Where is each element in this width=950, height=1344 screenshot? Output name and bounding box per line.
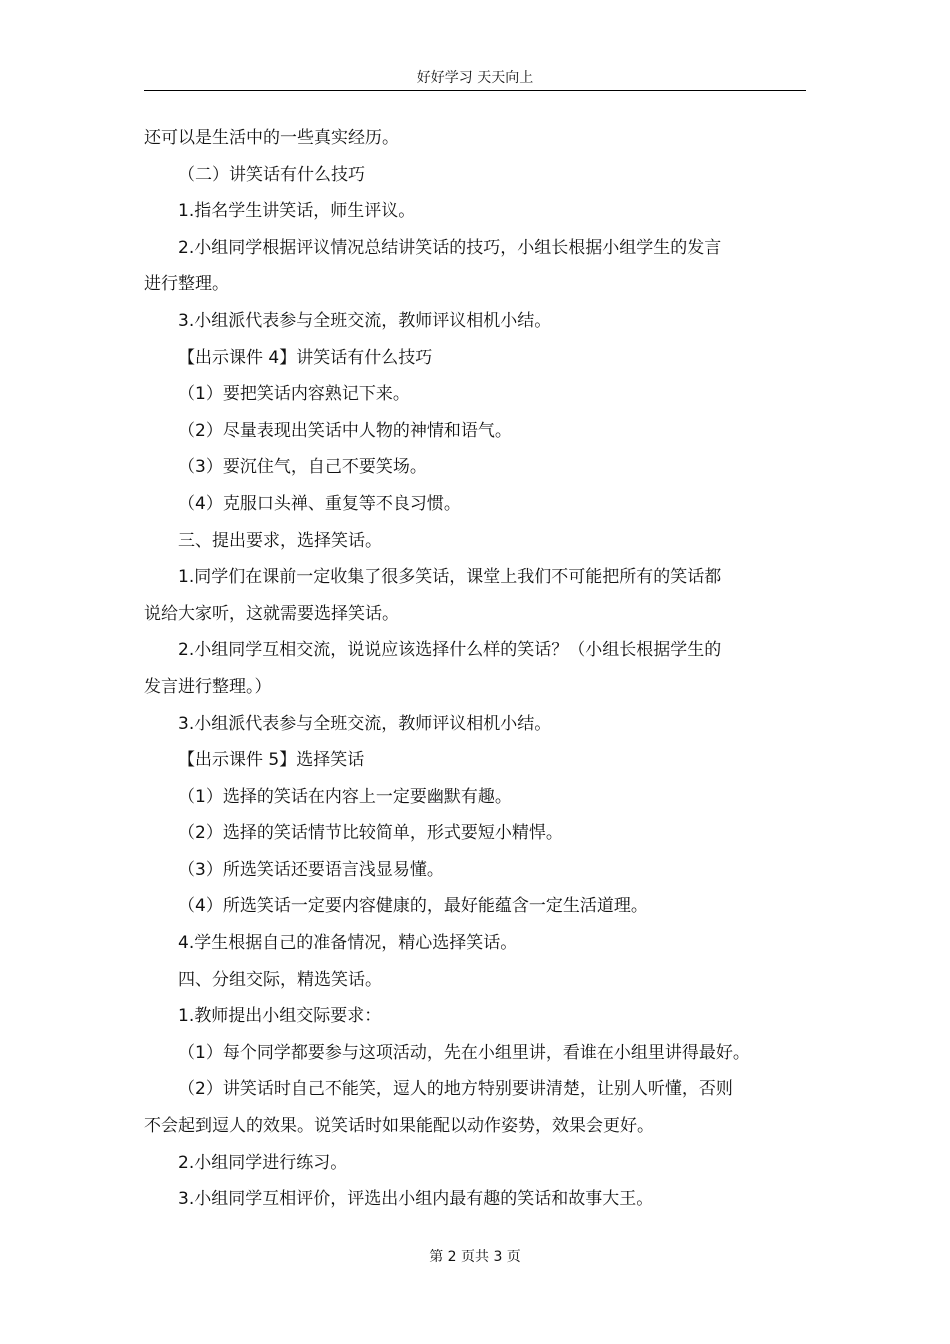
page-number: 第 2 页共 3 页 (429, 1249, 521, 1265)
paragraph: 3.小组派代表参与全班交流，教师评议相机小结。 (178, 310, 552, 331)
paragraph: 进行整理。 (144, 274, 229, 295)
document-body (144, 120, 808, 1218)
page-header (144, 68, 806, 91)
paragraph: （2）讲笑话时自己不能笑，逗人的地方特别要讲清楚，让别人听懂，否则 (178, 1079, 733, 1100)
paragraph: （二）讲笑话有什么技巧 (178, 164, 365, 185)
paragraph: 还可以是生活中的一些真实经历。 (144, 128, 399, 148)
paragraph: 发言进行整理。） (144, 676, 272, 697)
page-footer (0, 1247, 950, 1267)
paragraph: （1）选择的笑话在内容上一定要幽默有趣。 (178, 786, 512, 807)
paragraph: 4.学生根据自己的准备情况，精心选择笑话。 (178, 933, 518, 954)
paragraph: （4）克服口头禅、重复等不良习惯。 (178, 493, 461, 514)
header-text: 好好学习 天天向上 (416, 70, 534, 86)
paragraph: 2.小组同学互相交流，说说应该选择什么样的笑话？（小组长根据学生的 (178, 640, 722, 661)
paragraph: 说给大家听，这就需要选择笑话。 (144, 603, 399, 624)
paragraph: 3.小组派代表参与全班交流，教师评议相机小结。 (178, 713, 552, 734)
paragraph: 1.指名学生讲笑话，师生评议。 (178, 201, 416, 222)
paragraph: （1）每个同学都要参与这项活动，先在小组里讲，看谁在小组里讲得最好。 (178, 1042, 750, 1063)
paragraph: （1）要把笑话内容熟记下来。 (178, 384, 410, 405)
paragraph: 1.教师提出小组交际要求： (178, 1006, 382, 1027)
paragraph: （3）所选笑话还要语言浅显易懂。 (178, 859, 444, 880)
paragraph: （2）尽量表现出笑话中人物的神情和语气。 (178, 420, 512, 441)
paragraph: （2）选择的笑话情节比较简单，形式要短小精悍。 (178, 823, 563, 844)
paragraph: 3.小组同学互相评价，评选出小组内最有趣的笑话和故事大王。 (178, 1189, 654, 1210)
paragraph: （3）要沉住气，自己不要笑场。 (178, 457, 427, 478)
paragraph: 1.同学们在课前一定收集了很多笑话，课堂上我们不可能把所有的笑话都 (178, 567, 722, 588)
paragraph: 【出示课件 4】讲笑话有什么技巧 (178, 347, 433, 368)
paragraph: 2.小组同学进行练习。 (178, 1152, 348, 1173)
paragraph: 【出示课件 5】选择笑话 (178, 750, 365, 771)
paragraph: 2.小组同学根据评议情况总结讲笑话的技巧，小组长根据小组学生的发言 (178, 237, 722, 258)
paragraph: 三、提出要求，选择笑话。 (178, 530, 382, 551)
paragraph: 不会起到逗人的效果。说笑话时如果能配以动作姿势，效果会更好。 (144, 1116, 654, 1137)
paragraph: 四、分组交际，精选笑话。 (178, 969, 382, 990)
paragraph: （4）所选笑话一定要内容健康的，最好能蕴含一定生活道理。 (178, 896, 648, 917)
